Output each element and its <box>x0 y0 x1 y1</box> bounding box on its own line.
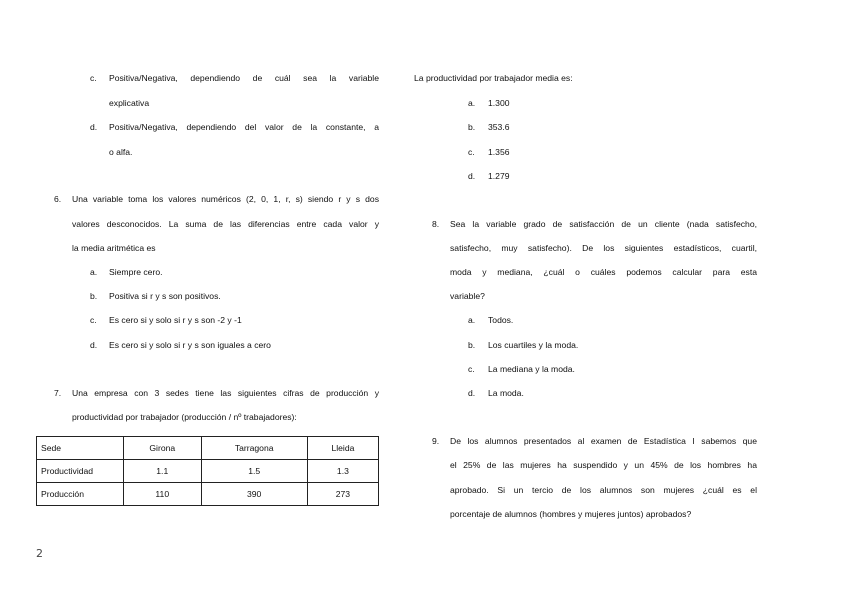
question-number: 6. <box>54 194 62 204</box>
option-text: Es cero si y solo si r y s son iguales a cero <box>109 340 271 350</box>
option-letter: b. <box>468 340 476 350</box>
table-cell: 273 <box>307 483 378 506</box>
option-text: Todos. <box>488 315 514 325</box>
option-text: Siempre cero. <box>109 267 163 277</box>
question-text: la media aritmética es <box>72 243 156 253</box>
table-row <box>37 460 379 483</box>
table-cell: 1.3 <box>307 460 378 483</box>
question-text: De los alumnos presentados al examen de Estadística I sabemos que <box>450 436 757 446</box>
option-text: explicativa <box>109 98 150 108</box>
question-number: 9. <box>432 436 440 446</box>
page-number: 2 <box>36 547 43 560</box>
option-letter: b. <box>468 122 476 132</box>
question-text: el 25% de las mujeres ha suspendido y un 45% de los hombres ha <box>450 460 757 470</box>
table-cell: Productividad <box>37 460 124 483</box>
question-text: valores desconocidos. La suma de las diferencias entre cada valor y <box>72 219 379 229</box>
question-text: productividad por trabajador (producción / nº trabajadores): <box>72 412 297 422</box>
option-text: 353.6 <box>488 122 510 132</box>
option-text: La mediana y la moda. <box>488 364 575 374</box>
table-cell: 110 <box>124 483 202 506</box>
option-text: o alfa. <box>109 147 133 157</box>
option-letter: b. <box>90 291 98 301</box>
option-letter: c. <box>468 147 475 157</box>
option-letter: a. <box>90 267 98 277</box>
question-text: porcentaje de alumnos (hombres y mujeres juntos) aprobados? <box>450 509 692 519</box>
option-text: La moda. <box>488 388 524 398</box>
option-text: 1.279 <box>488 171 510 181</box>
option-letter: d. <box>468 171 476 181</box>
option-letter: a. <box>468 98 476 108</box>
option-letter: a. <box>468 315 476 325</box>
question-text: Sea la variable grado de satisfacción de un cliente (nada satisfecho, <box>450 219 757 229</box>
option-letter: c. <box>468 364 475 374</box>
table-header-cell: Tarragona <box>201 437 307 460</box>
table-header-cell: Sede <box>37 437 124 460</box>
production-table <box>36 436 379 506</box>
option-text: 1.356 <box>488 147 510 157</box>
question-text: satisfecho, muy satisfecho). De los siguientes estadísticos, cuartil, <box>450 243 757 253</box>
question-number: 8. <box>432 219 440 229</box>
question-text: Una variable toma los valores numéricos (2, 0, 1, r, s) siendo r y s dos <box>72 194 379 204</box>
table-header-row <box>37 437 379 460</box>
question-text: La productividad por trabajador media es: <box>414 73 573 83</box>
option-text: Positiva si r y s son positivos. <box>109 291 221 301</box>
option-text: Positiva/Negativa, dependiendo del valor de la constante, a <box>109 122 379 132</box>
table-cell: 390 <box>201 483 307 506</box>
question-number: 7. <box>54 388 62 398</box>
option-text: Es cero si y solo si r y s son -2 y -1 <box>109 315 242 325</box>
option-letter: d. <box>90 122 98 132</box>
option-text: Los cuartiles y la moda. <box>488 340 579 350</box>
option-letter: c. <box>90 73 97 83</box>
option-letter: c. <box>90 315 97 325</box>
question-text: Una empresa con 3 sedes tiene las siguientes cifras de producción y <box>72 388 379 398</box>
question-text: variable? <box>450 291 485 301</box>
question-text: moda y mediana, ¿cuál o cuáles podemos calcular para esta <box>450 267 757 277</box>
table-header-cell: Girona <box>124 437 202 460</box>
option-text: Positiva/Negativa, dependiendo de cuál sea la variable <box>109 73 379 83</box>
option-letter: d. <box>90 340 98 350</box>
table-cell: Producción <box>37 483 124 506</box>
option-letter: d. <box>468 388 476 398</box>
question-text: aprobado. Si un tercio de los alumnos son mujeres ¿cuál es el <box>450 485 757 495</box>
table-row <box>37 483 379 506</box>
table-header-cell: Lleida <box>307 437 378 460</box>
table-cell: 1.1 <box>124 460 202 483</box>
table-cell: 1.5 <box>201 460 307 483</box>
option-text: 1.300 <box>488 98 510 108</box>
